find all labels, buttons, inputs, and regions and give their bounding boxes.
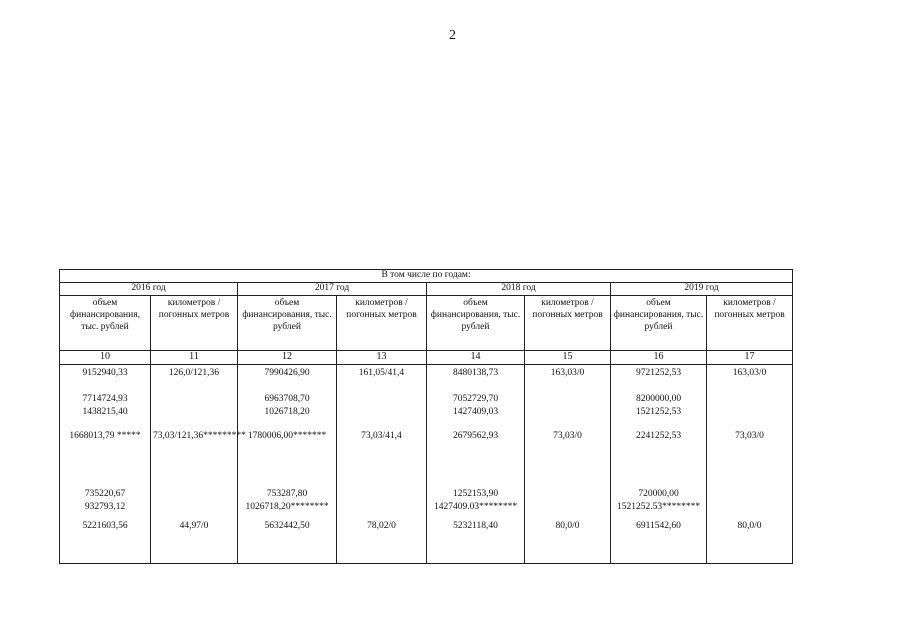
table-cell: 1780006,00*******	[238, 431, 337, 489]
table-cell: 2679562,93	[427, 431, 525, 489]
table-cell: 73,03/0	[707, 431, 793, 489]
table-cell	[707, 489, 793, 502]
table-cell: 9721252,53	[611, 364, 707, 394]
table-cell: 932793,12	[60, 502, 151, 519]
subheader-cell: объем финансирования, тыс. рублей	[427, 295, 525, 350]
table-cell: 5632442,50	[238, 519, 337, 564]
year-header-2018: 2018 год	[427, 282, 611, 295]
table-cell: 1521252,53	[611, 407, 707, 431]
table-cell: 7052729,70	[427, 394, 525, 407]
table-cell	[525, 502, 611, 519]
table-cell: 126,0/121,36	[151, 364, 238, 394]
table-cell: 7990426,90	[238, 364, 337, 394]
table-cell	[707, 394, 793, 407]
table-cell: 1026718,20	[238, 407, 337, 431]
group-header-row	[60, 270, 793, 283]
subheader-cell: километров / погонных метров	[337, 295, 427, 350]
table-cell: 6911542,60	[611, 519, 707, 564]
table-cell	[151, 394, 238, 407]
table-cell: 720000,00	[611, 489, 707, 502]
group-header: В том числе по годам:	[60, 270, 793, 283]
subheader-cell: объем финансирования, тыс. рублей	[611, 295, 707, 350]
column-number-row	[60, 350, 793, 364]
column-number: 11	[151, 350, 238, 364]
table-cell: 1252153,90	[427, 489, 525, 502]
table-cell	[707, 502, 793, 519]
table-cell: 44,97/0	[151, 519, 238, 564]
column-number: 17	[707, 350, 793, 364]
table-row	[60, 431, 793, 489]
table-cell: 2241252,53	[611, 431, 707, 489]
table-cell	[337, 502, 427, 519]
table-cell: 8200000,00	[611, 394, 707, 407]
funding-table	[59, 269, 793, 564]
table-cell	[151, 489, 238, 502]
column-number: 14	[427, 350, 525, 364]
table-cell: 1427409.03********	[427, 502, 525, 519]
table-cell	[337, 407, 427, 431]
table-cell: 73,03/0	[525, 431, 611, 489]
table-cell: 1668013,79 *****	[60, 431, 151, 489]
table-cell	[151, 502, 238, 519]
table-cell	[525, 394, 611, 407]
table-cell: 80,0/0	[525, 519, 611, 564]
table-row	[60, 502, 793, 519]
column-number: 13	[337, 350, 427, 364]
subheader-cell: объем финансирования, тыс. рублей	[60, 295, 151, 350]
table-cell: 753287,80	[238, 489, 337, 502]
table-cell: 6963708,70	[238, 394, 337, 407]
table-cell: 161,05/41,4	[337, 364, 427, 394]
table-cell: 1427409,03	[427, 407, 525, 431]
column-number: 12	[238, 350, 337, 364]
table-cell: 163,03/0	[525, 364, 611, 394]
column-number: 16	[611, 350, 707, 364]
subheader-cell: километров / погонных метров	[151, 295, 238, 350]
column-number: 10	[60, 350, 151, 364]
table-row	[60, 394, 793, 407]
table-row	[60, 519, 793, 564]
table-cell: 5221603,56	[60, 519, 151, 564]
year-header-2016: 2016 год	[60, 282, 238, 295]
table-cell: 73,03/41,4	[337, 431, 427, 489]
table-cell: 78,02/0	[337, 519, 427, 564]
subheader-cell: объем финансирования, тыс. рублей	[238, 295, 337, 350]
table-cell: 8480138,73	[427, 364, 525, 394]
table-cell: 7714724,93	[60, 394, 151, 407]
column-number: 15	[525, 350, 611, 364]
table-body	[60, 364, 793, 563]
subheader-cell: километров / погонных метров	[707, 295, 793, 350]
table-cell	[337, 394, 427, 407]
table-cell	[337, 489, 427, 502]
table-cell	[525, 489, 611, 502]
table-cell: 163,03/0	[707, 364, 793, 394]
year-header-row	[60, 282, 793, 295]
table-cell	[151, 407, 238, 431]
table-row	[60, 407, 793, 431]
subheader-row	[60, 295, 793, 350]
table-row	[60, 489, 793, 502]
table-cell	[707, 407, 793, 431]
subheader-cell: километров / погонных метров	[525, 295, 611, 350]
table-cell: 1026718,20********	[238, 502, 337, 519]
year-header-2017: 2017 год	[238, 282, 427, 295]
table-cell	[525, 407, 611, 431]
table-cell: 1438215,40	[60, 407, 151, 431]
table-cell: 9152940,33	[60, 364, 151, 394]
table-cell: 1521252.53********	[611, 502, 707, 519]
table-cell: 5232118,40	[427, 519, 525, 564]
table-row	[60, 364, 793, 394]
table-cell: 80,0/0	[707, 519, 793, 564]
page-number: 2	[449, 28, 456, 43]
table-cell: 73,03/121,36*********	[151, 431, 238, 489]
table-cell: 735220,67	[60, 489, 151, 502]
year-header-2019: 2019 год	[611, 282, 793, 295]
